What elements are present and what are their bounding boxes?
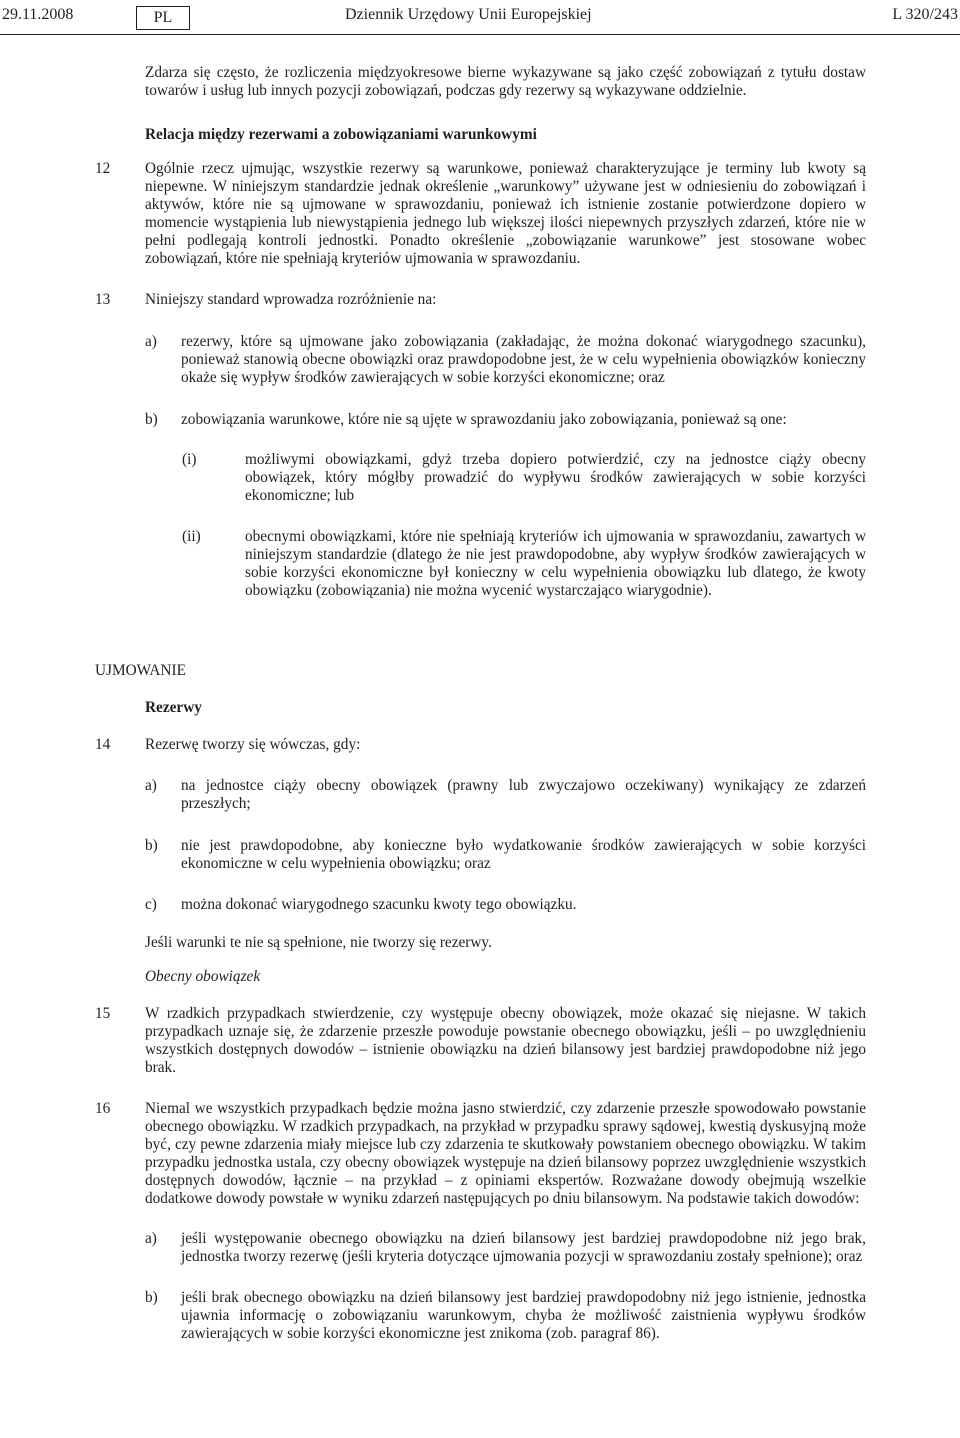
- paragraph-text: Rezerwę tworzy się wówczas, gdy:: [145, 736, 361, 753]
- intro-paragraph: Zdarza się często, że rozliczenia międzyokresowe bierne wykazywane są jako część zobowiązań z tytułu dostaw towarów i usług lub innych pozycji zobowiązań, podczas gdy rezerwy są wykazywane oddzielnie.: [145, 64, 866, 99]
- paragraph-number: 16: [95, 1100, 111, 1117]
- language-badge: PL: [136, 6, 190, 30]
- list-item-text: rezerwy, które są ujmowane jako zobowiązania (zakładając, że można dokonać wiarygodnego szacunku), ponieważ stanowią obecne obowiązki oraz prawdopodobne jest, że w celu wypełnienia obowiązków konieczny okaże się wypływ środków zawierających w sobie korzyści ekonomiczne; oraz: [181, 333, 866, 386]
- paragraph-15: [95, 1005, 866, 1077]
- paragraph-number: 13: [95, 291, 111, 308]
- paragraph-text: Niemal we wszystkich przypadkach będzie można jasno stwierdzić, czy zdarzenie przeszłe spowodowało powstanie obecnego obowiązku. W rzadkich przypadkach, na przykład w przypadku sprawy sądowej, kwestią dyskusyjną może być, czy pewne zdarzenia miały miejsce lub czy zdarzenia te skutkowały powstaniem obecnego obowiązku. W takim przypadku jednostka ustala, czy obecny obowiązek występuje na dzień bilansowy poprzez uwzględnienie wszystkich dostępnych dowodów, łącznie – na przykład – z opiniami ekspertów. Rozważane dowody obejmują wszelkie dodatkowe dowody powstałe w wyniku zdarzeń następujących po dniu bilansowym. Na podstawie takich dowodów:: [145, 1100, 866, 1207]
- paragraph-13: [95, 291, 866, 309]
- header-divider: [0, 34, 960, 35]
- list-item-text: możliwymi obowiązkami, gdyż trzeba dopiero potwierdzić, czy na jednostce ciąży obecny obowiązek, który mógłby prowadzić do wypływu środków zawierających w sobie korzyści ekonomiczne; lub: [245, 451, 866, 504]
- list-marker: (i): [182, 451, 197, 468]
- list-item: [145, 1289, 866, 1343]
- paragraph-14: [95, 736, 866, 754]
- list-marker: a): [145, 777, 157, 794]
- paragraph-number: 12: [95, 160, 111, 177]
- paragraph-text: Niniejszy standard wprowadza rozróżnienie na:: [145, 291, 437, 308]
- document-body: [0, 64, 960, 1343]
- page-header: [0, 6, 960, 28]
- list-marker: (ii): [182, 528, 201, 545]
- paragraph-number: 14: [95, 736, 111, 753]
- list-item-text: jeśli brak obecnego obowiązku na dzień bilansowy jest bardziej prawdopodobny niż jego istnienie, jednostka ujawnia informację o zobowiązaniu warunkowym, chyba że możliwość zaistnienia wypływu środków zawierających w sobie korzyści ekonomiczne jest znikoma (zob. paragraf 86).: [181, 1289, 866, 1342]
- paragraph-number: 15: [95, 1005, 111, 1022]
- list-item: [145, 837, 866, 873]
- paragraph-14-closing: Jeśli warunki te nie są spełnione, nie tworzy się rezerwy.: [145, 934, 492, 951]
- header-date: 29.11.2008: [2, 6, 74, 23]
- list-marker: b): [145, 837, 158, 854]
- journal-title: Dziennik Urzędowy Unii Europejskiej: [345, 6, 592, 23]
- list-item-text: można dokonać wiarygodnego szacunku kwoty tego obowiązku.: [181, 896, 577, 913]
- paragraph-16: [95, 1100, 866, 1208]
- list-item-text: obecnymi obowiązkami, które nie spełniają kryteriów ich ujmowania w sprawozdaniu, zawartych w niniejszym standardzie (dlatego że nie jest prawdopodobne, aby wypływ środków zawierających w sobie korzyści ekonomiczne był konieczny w celu wypełnienia obowiązku lub dlatego, że kwoty obowiązku (zobowiązania) nie można wycenić wystarczająco wiarygodnie).: [245, 528, 866, 599]
- page-number: L 320/243: [892, 6, 958, 23]
- sub-list-item: [182, 528, 866, 600]
- list-item: [145, 896, 866, 914]
- list-marker: c): [145, 896, 157, 913]
- section-title: UJMOWANIE: [95, 662, 186, 679]
- list-item-text: jeśli występowanie obecnego obowiązku na dzień bilansowy jest bardziej prawdopodobne niż jego brak, jednostka tworzy rezerwę (jeśli kryteria dotyczące ujmowania pozycji w sprawozdaniu zostały spełnione); oraz: [181, 1230, 866, 1265]
- list-marker: b): [145, 1289, 158, 1306]
- heading-provisions-contingent: Relacja między rezerwami a zobowiązaniami warunkowymi: [145, 126, 537, 143]
- list-item: [145, 1230, 866, 1266]
- list-item: [145, 411, 866, 429]
- paragraph-text: Ogólnie rzecz ujmując, wszystkie rezerwy są warunkowe, ponieważ charakteryzujące je terminy lub kwoty są niepewne. W niniejszym standardzie jednak określenie „warunkowy” używane jest w odniesieniu do zobowiązań i aktywów, które nie są ujmowane w sprawozdaniu, ponieważ ich istnienie zostanie potwierdzone dopiero w momencie wystąpienia lub niewystąpienia jednego lub większej ilości niepewnych przyszłych zdarzeń, które nie w pełni podlegają kontroli jednostki. Ponadto określenie „zobowiązanie warunkowe” jest stosowane wobec zobowiązań, które nie spełniają kryteriów ujmowania w sprawozdaniu.: [145, 160, 866, 267]
- list-item: [145, 777, 866, 813]
- paragraph-12: [95, 160, 866, 268]
- list-item-text: na jednostce ciąży obecny obowiązek (prawny lub zwyczajowo oczekiwany) wynikający ze zdarzeń przeszłych;: [181, 777, 866, 812]
- list-marker: a): [145, 1230, 157, 1247]
- list-item-text: nie jest prawdopodobne, aby konieczne było wydatkowanie środków zawierających w sobie korzyści ekonomiczne w celu wypełnienia obowiązku; oraz: [181, 837, 866, 872]
- list-item-text: zobowiązania warunkowe, które nie są ujęte w sprawozdaniu jako zobowiązania, ponieważ są one:: [181, 411, 787, 428]
- subheading-present-obligation: Obecny obowiązek: [145, 968, 261, 985]
- list-marker: a): [145, 333, 157, 350]
- heading-provisions: Rezerwy: [145, 699, 202, 716]
- sub-list-item: [182, 451, 866, 505]
- paragraph-text: W rzadkich przypadkach stwierdzenie, czy występuje obecny obowiązek, może okazać się niejasne. W takich przypadkach uznaje się, że zdarzenie przeszłe powoduje powstanie obecnego obowiązku, jeśli – po uwzględnieniu wszystkich dostępnych dowodów – istnienie obowiązku na dzień bilansowy jest bardziej prawdopodobne niż jego brak.: [145, 1005, 866, 1076]
- list-item: [145, 333, 866, 387]
- list-marker: b): [145, 411, 158, 428]
